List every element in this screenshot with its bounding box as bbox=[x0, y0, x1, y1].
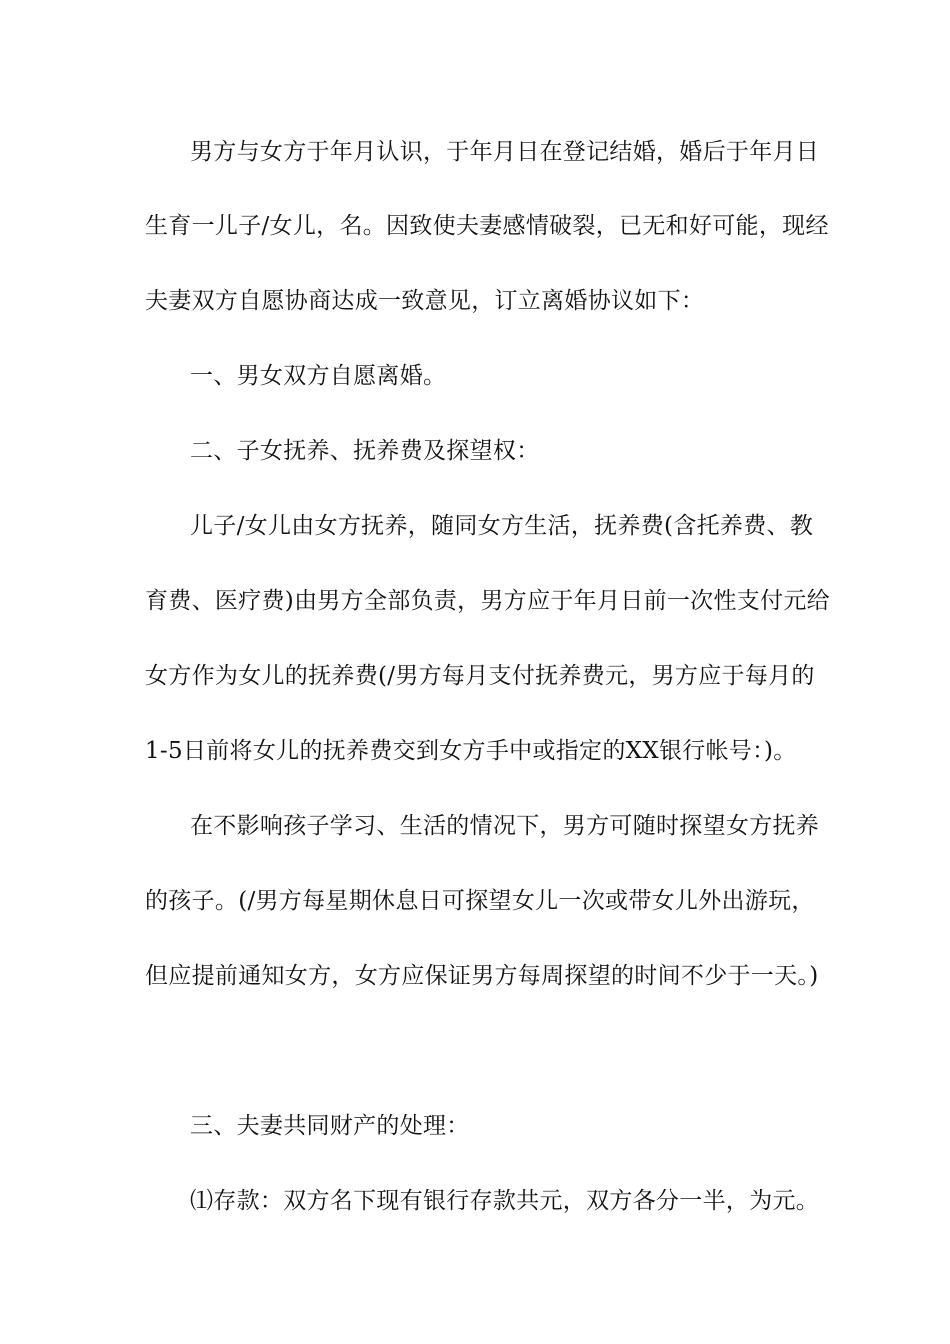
paragraph-line-6: 儿子/女儿由女方抚养，随同女方生活，抚养费(含托养费、教 bbox=[190, 513, 814, 539]
clause-1-heading: 一、男女双方自愿离婚。 bbox=[190, 363, 447, 389]
paragraph-line-14: ⑴存款：双方名下现有银行存款共元，双方各分一半，为元。 bbox=[190, 1188, 820, 1214]
clause-3-heading: 三、夫妻共同财产的处理： bbox=[190, 1113, 470, 1139]
paragraph-line-8: 女方作为女儿的抚养费(/男方每月支付抚养费元，男方应于每月的 bbox=[145, 663, 815, 689]
paragraph-line-1: 男方与女方于年月认识，于年月日在登记结婚，婚后于年月日 bbox=[190, 139, 820, 165]
paragraph-line-2: 生育一儿子/女儿，名。因致使夫妻感情破裂，已无和好可能，现经 bbox=[145, 213, 829, 239]
paragraph-line-11: 的孩子。(/男方每星期休息日可探望女儿一次或带女儿外出游玩， bbox=[145, 888, 815, 914]
paragraph-line-10: 在不影响孩子学习、生活的情况下，男方可随时探望女方抚养 bbox=[190, 813, 820, 839]
paragraph-line-9: 1-5日前将女儿的抚养费交到女方手中或指定的XX银行帐号：)。 bbox=[145, 738, 797, 764]
paragraph-line-12: 但应提前通知女方，女方应保证男方每周探望的时间不少于一天。) bbox=[145, 963, 819, 989]
clause-2-heading: 二、子女抚养、抚养费及探望权： bbox=[190, 438, 540, 464]
paragraph-line-3: 夫妻双方自愿协商达成一致意见，订立离婚协议如下： bbox=[145, 288, 705, 314]
paragraph-line-7: 育费、医疗费)由男方全部负责，男方应于年月日前一次性支付元给 bbox=[145, 588, 830, 614]
